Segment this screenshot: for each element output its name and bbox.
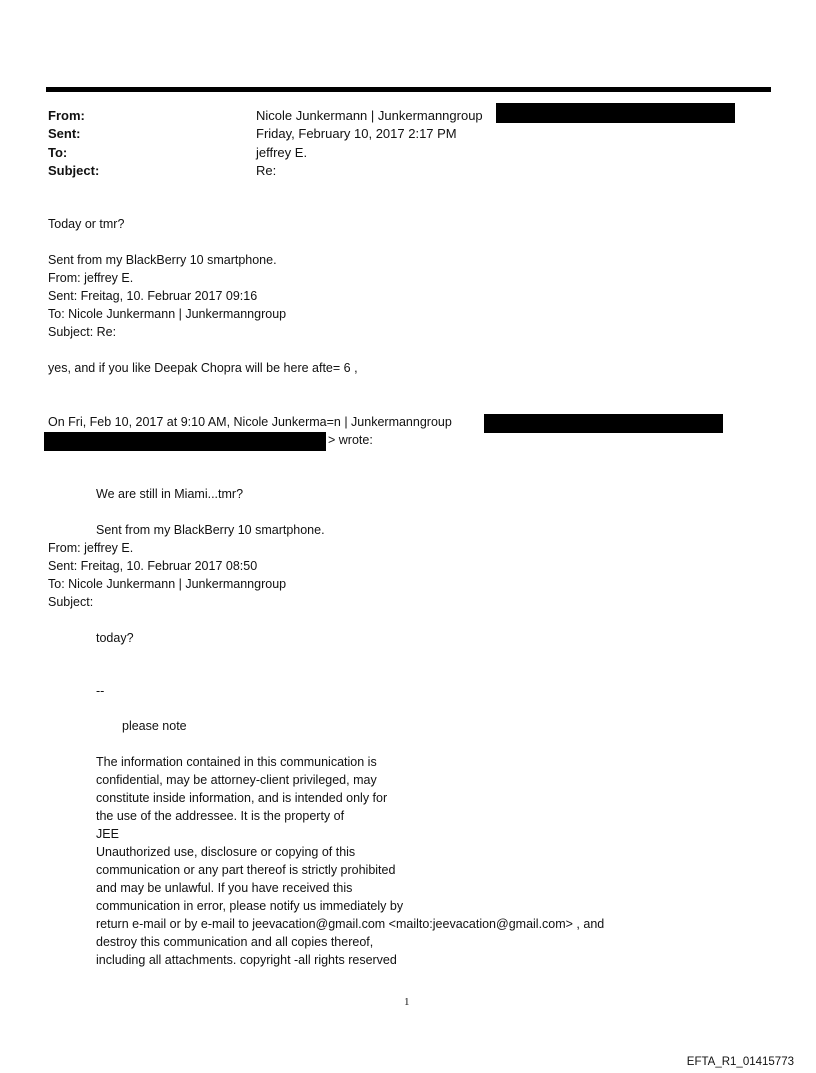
quote-signature: Sent from my BlackBerry 10 smartphone. [96, 523, 325, 537]
sent-value: Friday, February 10, 2017 2:17 PM [256, 126, 457, 141]
disclaimer-line-email: return e-mail or by e-mail to jeevacation@gmail.com <mailto:jeevacation@gmail.com> , and [96, 917, 605, 931]
disclaimer-line: destroy this communication and all copies thereof, [96, 935, 374, 949]
redaction-bar [44, 432, 326, 451]
subject-value: Re: [256, 163, 277, 178]
header-rule [46, 87, 771, 92]
quote-attribution: On Fri, Feb 10, 2017 at 9:10 AM, Nicole Junkerma=n | Junkermanngroup [48, 415, 452, 429]
reply1-from: From: jeffrey E. [48, 271, 134, 285]
sent-label: Sent: [48, 126, 81, 141]
to-label: To: [48, 145, 68, 160]
reply2-body: yes, and if you like Deepak Chopra will be here afte= 6 , [48, 361, 358, 375]
bates-number: EFTA_R1_01415773 [686, 1056, 794, 1068]
disclaimer-line: JEE [96, 827, 119, 841]
reply1-sent: Sent: Freitag, 10. Februar 2017 09:16 [48, 289, 258, 303]
quote-to: To: Nicole Junkermann | Junkermanngroup [48, 577, 287, 591]
redaction-bar [496, 103, 735, 123]
disclaimer-line: including all attachments. copyright -all rights reserved [96, 953, 397, 967]
disclaimer-line: The information contained in this communication is [96, 755, 377, 769]
reply1-to: To: Nicole Junkermann | Junkermanngroup [48, 307, 287, 321]
from-value: Nicole Junkermann | Junkermanngroup [256, 108, 483, 123]
reply1-body: Today or tmr? [48, 217, 125, 231]
disclaimer-line: confidential, may be attorney-client privileged, may [96, 773, 377, 787]
signature-separator: -- [96, 684, 105, 698]
quote-wrote: > wrote: [328, 433, 373, 447]
page-number: 1 [404, 996, 410, 1008]
quote-sent: Sent: Freitag, 10. Februar 2017 08:50 [48, 559, 258, 573]
to-value: jeffrey E. [256, 145, 308, 160]
quote-today: today? [96, 631, 134, 645]
disclaimer-line: communication in error, please notify us immediately by [96, 899, 404, 913]
subject-label: Subject: [48, 163, 100, 178]
redaction-bar [484, 414, 723, 433]
disclaimer-line: Unauthorized use, disclosure or copying of this [96, 845, 356, 859]
quote-body: We are still in Miami...tmr? [96, 487, 244, 501]
from-label: From: [48, 108, 85, 123]
reply1-subject: Subject: Re: [48, 325, 117, 339]
reply1-signature: Sent from my BlackBerry 10 smartphone. [48, 253, 277, 267]
quote-subject: Subject: [48, 595, 94, 609]
please-note: please note [122, 719, 187, 733]
disclaimer-line: the use of the addressee. It is the property of [96, 809, 345, 823]
disclaimer-line: and may be unlawful. If you have received this [96, 881, 353, 895]
disclaimer-line: constitute inside information, and is intended only for [96, 791, 388, 805]
quote-from: From: jeffrey E. [48, 541, 134, 555]
disclaimer-line: communication or any part thereof is strictly prohibited [96, 863, 396, 877]
